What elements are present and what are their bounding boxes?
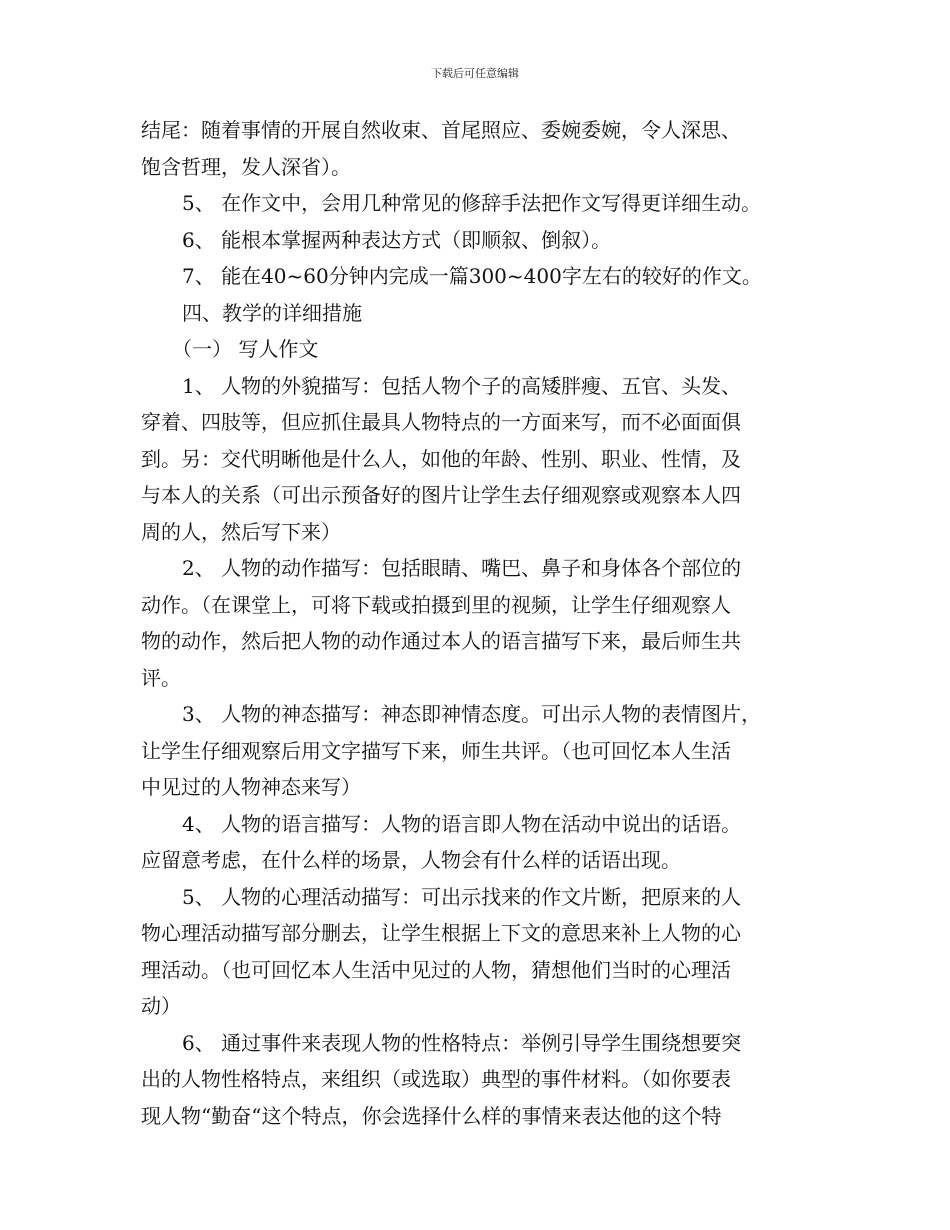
text-line: 动） — [141, 994, 181, 1018]
text-line: 应留意考虑，在什么样的场景，人物会有什么样的话语出现。 — [141, 848, 681, 872]
text-line: 物的动作，然后把人物的动作通过本人的语言描写下来，最后师生共 — [141, 629, 741, 653]
list-item: 3、 人物的神态描写：神态即神情态度。可出示人物的表情图片， — [182, 702, 762, 726]
text-line: 让学生仔细观察后用文字描写下来，师生共评。（也可回忆本人生活 — [141, 738, 731, 763]
list-item: 4、 人物的语言描写：人物的语言即人物在活动中说出的话语。 — [182, 811, 742, 836]
list-item: 6、 通过事件来表现人物的性格特点：举例引导学生围绕想要突 — [182, 1030, 742, 1055]
list-item: 1、 人物的外貌描写：包括人物个子的高矮胖瘦、五官、头发、 — [182, 373, 742, 398]
section-heading: 四、教学的详细措施 — [182, 300, 362, 325]
subsection-heading: （一） 写人作文 — [172, 337, 319, 361]
text-line: 周的人，然后写下来） — [141, 519, 341, 544]
text-line: 动作。（在课堂上，可将下载或拍摄到里的视频，让学生仔细观察人 — [141, 592, 731, 617]
text-line: 理活动。（也可回忆本人生活中见过的人物，猜想他们当时的心理活 — [141, 957, 731, 982]
text-line: 饱含哲理，发人深省）。 — [141, 154, 351, 179]
text-line: 到。另：交代明晰他是什么人，如他的年龄、性别、职业、性情，及 — [141, 446, 741, 471]
document-body — [141, 112, 831, 1134]
list-item: 6、 能根本掌握两种表达方式（即顺叙、倒叙）。 — [182, 227, 612, 252]
text-line: 中见过的人物神态来写） — [141, 775, 361, 799]
list-item: 2、 人物的动作描写：包括眼睛、嘴巴、鼻子和身体各个部位的 — [182, 556, 742, 580]
list-item: 5、 人物的心理活动描写：可出示找来的作文片断，把原来的人 — [182, 884, 742, 909]
list-item: 5、 在作文中，会用几种常见的修辞手法把作文写得更详细生动。 — [182, 191, 762, 215]
text-line: 出的人物性格特点，来组织（或选取）典型的事件材料。（如你要表 — [141, 1067, 731, 1091]
text-line: 穿着、四肢等，但应抓住最具人物特点的一方面来写，而不必面面俱 — [141, 410, 741, 434]
text-line: 物心理活动描写部分删去，让学生根据上下文的意思来补上人物的心 — [141, 921, 741, 945]
page-header: 下载后可任意编辑 — [431, 67, 519, 80]
text-line: 评。 — [141, 665, 181, 690]
text-line: 结尾：随着事情的开展自然收束、首尾照应、委婉委婉，令人深思、 — [141, 118, 741, 142]
list-item: 7、 能在40~60分钟内完成一篇300~400字左右的较好的作文。 — [182, 264, 762, 288]
text-line: 现人物“勤奋“这个特点，你会选择什么样的事情来表达他的这个特 — [141, 1103, 722, 1128]
text-line: 与本人的关系（可出示预备好的图片让学生去仔细观察或观察本人四 — [141, 483, 741, 507]
